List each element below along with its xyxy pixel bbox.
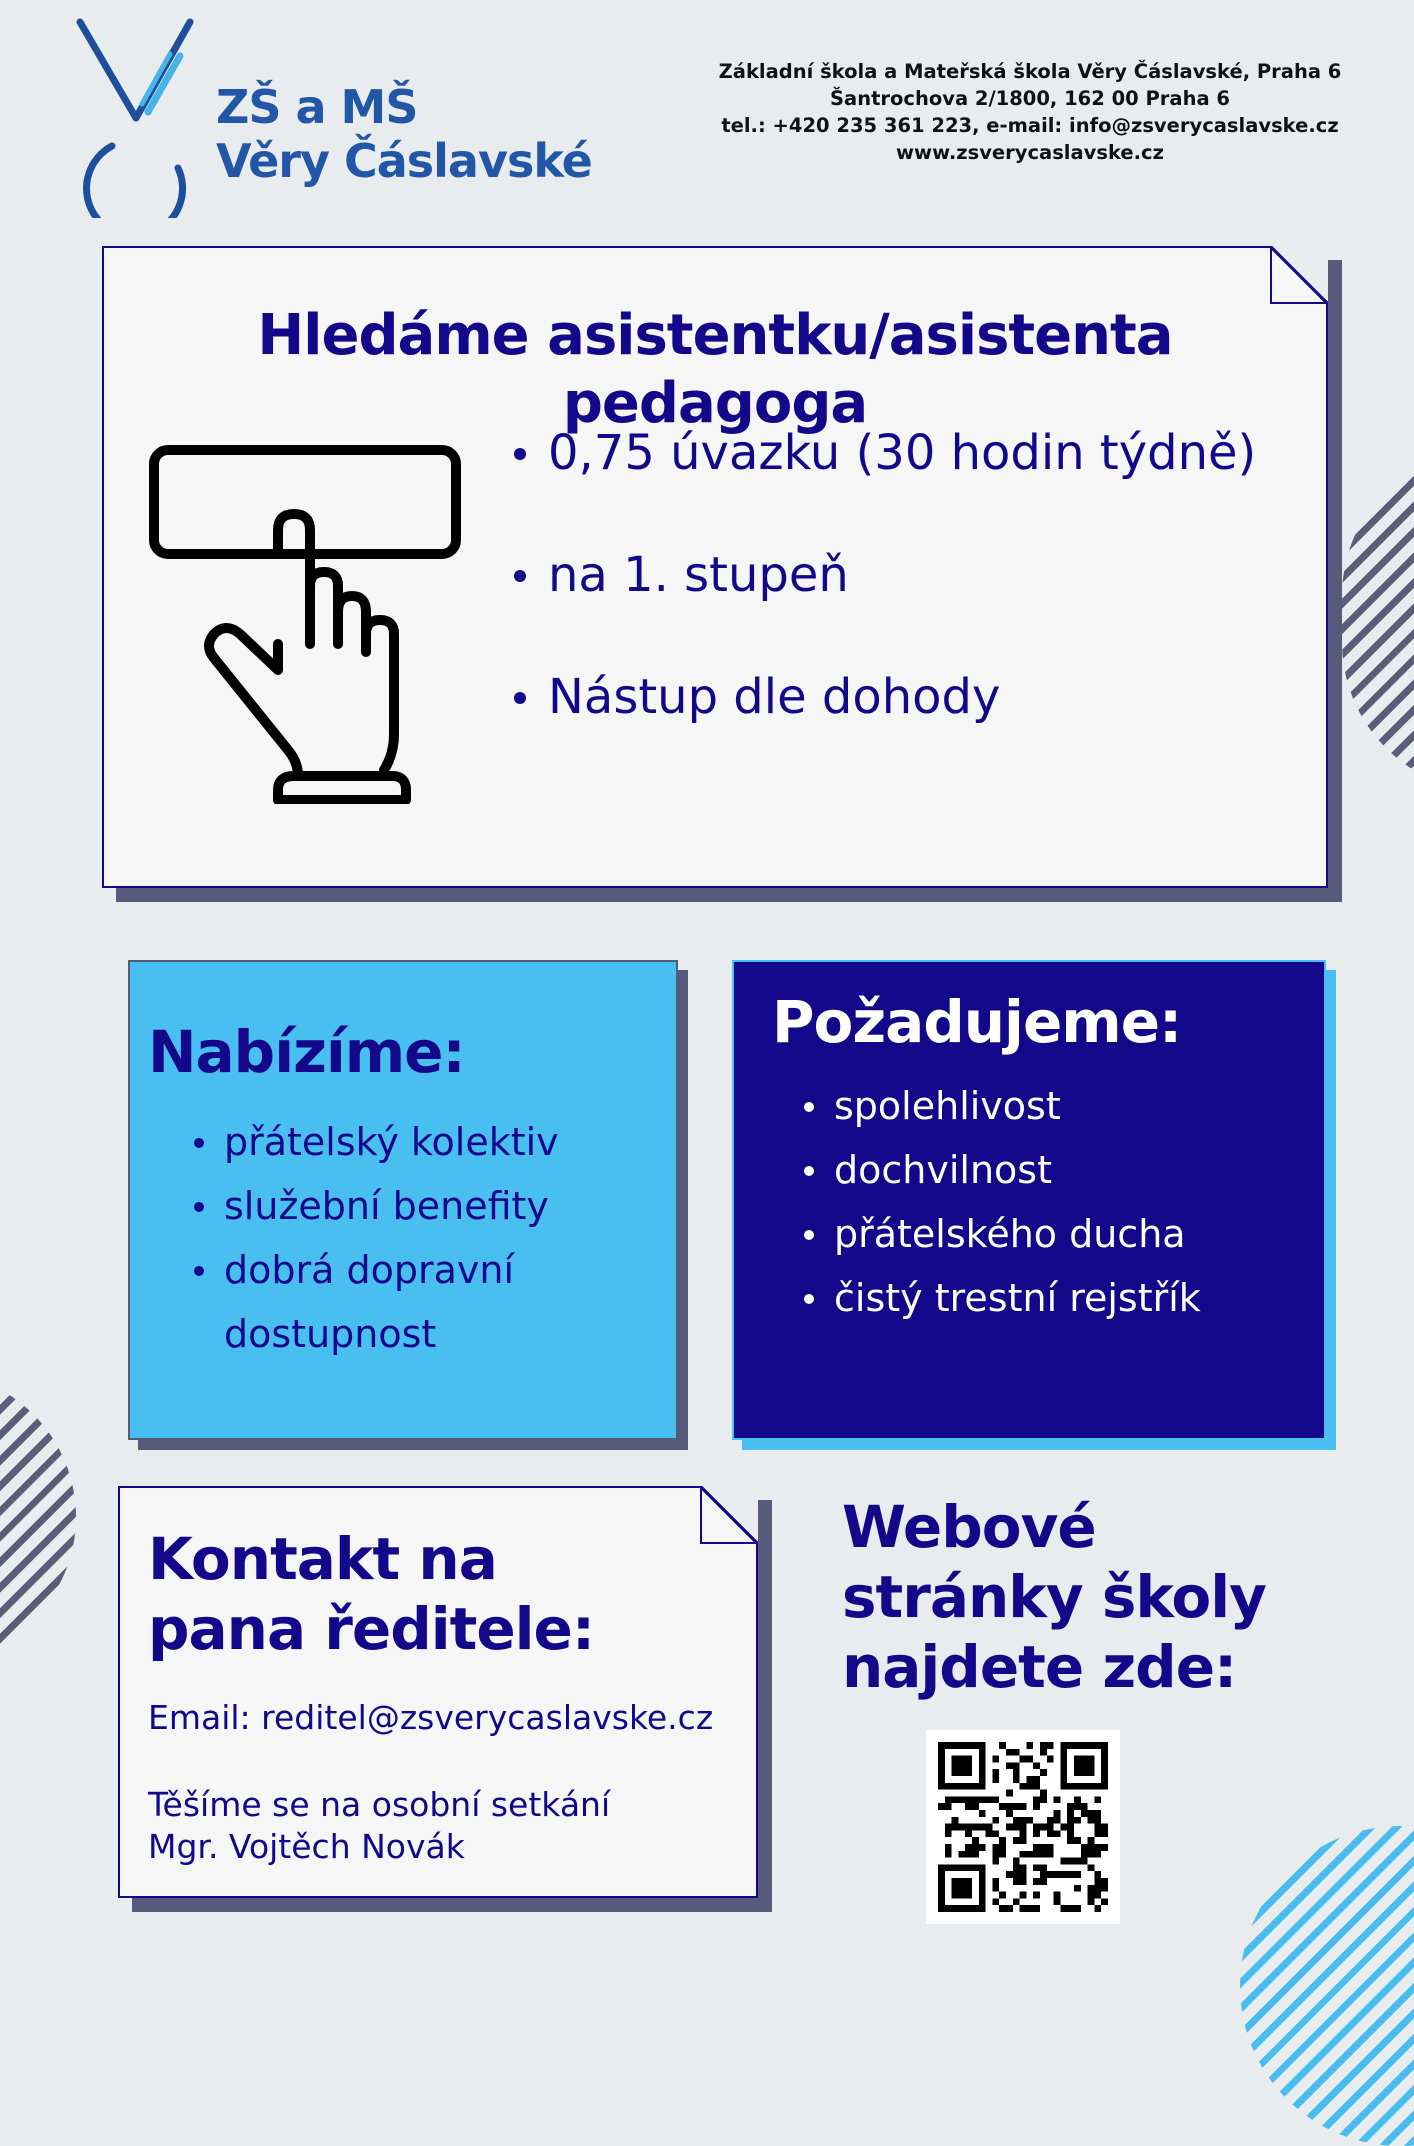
qr-code[interactable] [926, 1730, 1120, 1924]
requirements-list [796, 1074, 1201, 1330]
striped-decoration-bottom-right [1240, 1826, 1414, 2146]
list-item: dobrá dopravní [186, 1238, 559, 1302]
list-item: na 1. stupeň [502, 546, 1256, 668]
list-item-continuation: dostupnost [224, 1312, 437, 1356]
school-logo-icon [72, 18, 202, 218]
list-item: spolehlivost [796, 1074, 1201, 1138]
striped-decoration-left [0, 1372, 76, 1662]
contact-title-line2: pana ředitele: [148, 1595, 595, 1663]
logo-text-line2: Věry Čáslavské [216, 134, 592, 188]
list-item: dochvilnost [796, 1138, 1201, 1202]
school-name: Základní škola a Mateřská škola Věry Čáslavské, Praha 6 [718, 60, 1342, 83]
list-item: 0,75 úvazku (30 hodin týdně) [502, 424, 1256, 546]
contact-greeting [148, 1784, 610, 1868]
contact-card [118, 1486, 758, 1898]
list-item: Nástup dle dohody [502, 668, 1256, 790]
school-phone-email: tel.: +420 235 361 223, e-mail: info@zsverycaslavske.cz [721, 114, 1339, 137]
folded-corner [1270, 246, 1328, 304]
job-offer-card [102, 246, 1328, 888]
offer-box [128, 960, 678, 1440]
logo-text-line1: ZŠ a MŠ [216, 80, 418, 134]
job-title-line2: pedagoga [562, 371, 868, 436]
job-details-list [502, 424, 1256, 790]
website-heading [842, 1492, 1266, 1702]
requirements-title: Požadujeme: [772, 988, 1182, 1056]
list-item: služební benefity [186, 1174, 559, 1238]
job-title-line1: Hledáme asistentku/asistenta [257, 303, 1173, 368]
signature-name: Mgr. Vojtěch Novák [148, 1827, 465, 1866]
website-heading-line1: Webové [842, 1493, 1096, 1561]
website-heading-line2: stránky školy [842, 1563, 1266, 1631]
requirements-box [732, 960, 1326, 1440]
contact-title-line1: Kontakt na [148, 1525, 497, 1593]
folded-corner [700, 1486, 758, 1544]
job-title [104, 302, 1326, 438]
offer-list [186, 1110, 559, 1366]
list-item: čistý trestní rejstřík [796, 1266, 1201, 1330]
school-contact-info [690, 58, 1370, 166]
qr-code-icon [938, 1742, 1108, 1912]
school-address: Šantrochova 2/1800, 162 00 Praha 6 [830, 87, 1230, 110]
website-heading-line3: najdete zde: [842, 1633, 1237, 1701]
hand-pointer-icon [148, 444, 468, 804]
school-website[interactable]: www.zsverycaslavske.cz [896, 141, 1164, 164]
contact-title [148, 1524, 594, 1664]
offer-title: Nabízíme: [148, 1018, 465, 1086]
list-item: přátelský kolektiv [186, 1110, 559, 1174]
contact-email-link[interactable]: Email: reditel@zsverycaslavske.cz [148, 1698, 714, 1737]
list-item: přátelského ducha [796, 1202, 1201, 1266]
greeting-text: Těšíme se na osobní setkání [148, 1785, 611, 1824]
striped-decoration-right [1342, 446, 1414, 792]
